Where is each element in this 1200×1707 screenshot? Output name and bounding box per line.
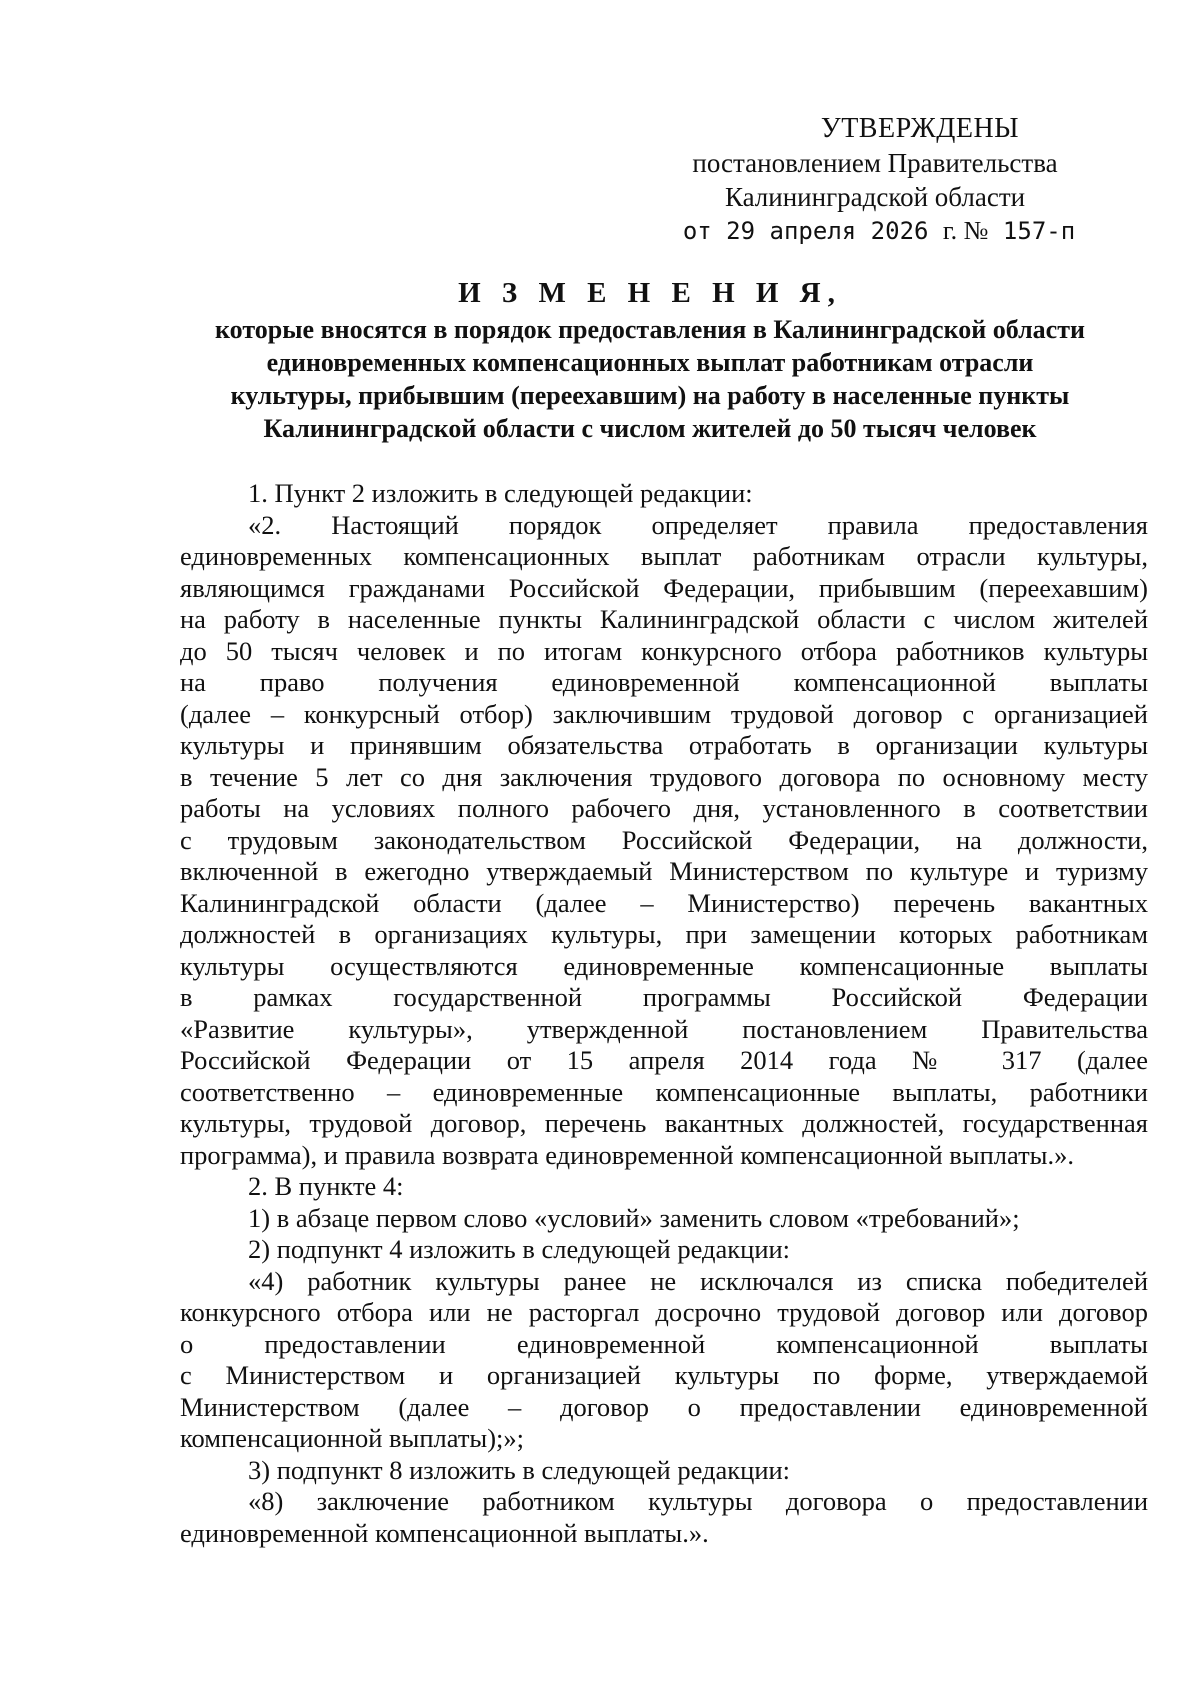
p2-line: в рамках государственной программы Российской Федерации — [180, 982, 1148, 1012]
item-1: 1. Пункт 2 изложить в следующей редакции: — [248, 478, 753, 508]
document-body — [180, 478, 1148, 1549]
subitem-3: 3) подпункт 8 изложить в следующей редакции: — [248, 1454, 791, 1485]
subitem-8-text — [180, 1486, 1148, 1549]
p2-line: Калининградской области (далее – Министерство) перечень вакантных — [180, 887, 1148, 918]
p6-line: конкурсного отбора или не расторгал досрочно трудовой договор или договор — [180, 1297, 1148, 1327]
p6-line: компенсационной выплаты);»; — [180, 1423, 525, 1453]
p2-line: включенной в ежегодно утверждаемый Министерством по культуре и туризму — [180, 856, 1148, 886]
p2-line: «Развитие культуры», утвержденной постановлением Правительства — [180, 1013, 1148, 1044]
title-line-3: культуры, прибывшим (переехавшим) на работу в населенные пункты — [230, 381, 1070, 410]
p2-line: в течение 5 лет со дня заключения трудового договора по основному месту — [180, 761, 1148, 792]
approval-date: от 29 апреля 2026 — [682, 217, 929, 245]
p2-line: являющимся гражданами Российской Федерации, прибывшим (переехавшим) — [180, 572, 1148, 603]
p8-line: «8) заключение работником культуры договора о предоставлении — [248, 1486, 1148, 1516]
p2-line: соответственно – единовременные компенсационные выплаты, работники — [180, 1076, 1148, 1107]
p2-line: с трудовым законодательством Российской Федерации, на должности, — [180, 824, 1148, 855]
approved-label: УТВЕРЖДЕНЫ — [820, 113, 1020, 144]
approval-line-2: Калининградской области — [724, 182, 1026, 212]
p2-line: единовременных компенсационных выплат работникам отрасли культуры, — [180, 541, 1148, 571]
approval-number: 157-п — [1002, 217, 1076, 245]
approval-date-line — [648, 214, 1110, 248]
approval-line-1: постановлением Правительства — [692, 148, 1058, 178]
p2-line: (далее – конкурсный отбор) заключившим трудовой договор с организацией — [180, 698, 1148, 729]
p2-line: культуры осуществляются единовременные компенсационные выплаты — [180, 950, 1148, 981]
p6-line: о предоставлении единовременной компенсационной выплаты — [180, 1328, 1148, 1359]
document-title-block — [170, 275, 1130, 445]
paragraph-2-text — [180, 510, 1148, 1172]
p2-line: «2. Настоящий порядок определяет правила предоставления — [248, 509, 1148, 540]
p2-line: на право получения единовременной компенсационной выплаты — [180, 667, 1148, 697]
title-line-1: которые вносятся в порядок предоставления в Калининградской области — [215, 315, 1085, 344]
p6-line: Министерством (далее – договор о предоставлении единовременной — [180, 1391, 1148, 1422]
p2-line: культуры и принявшим обязательства отработать в организации культуры — [180, 730, 1148, 760]
title-line-4: Калининградской области с числом жителей до 50 тысяч человек — [263, 414, 1037, 443]
title-line-2: единовременных компенсационных выплат работникам отрасли — [266, 348, 1034, 377]
approval-stamp-block — [640, 112, 1110, 248]
p2-line: работы на условиях полного рабочего дня, установленного в соответствии — [180, 793, 1148, 823]
p2-line: программа), и правила возврата единовременной компенсационной выплаты.». — [180, 1139, 1074, 1170]
item-2: 2. В пункте 4: — [248, 1171, 404, 1201]
approval-number-label: г. № — [942, 216, 989, 245]
p2-line: Российской Федерации от 15 апреля 2014 года № 317 (далее — [180, 1045, 1148, 1075]
subitem-1: 1) в абзаце первом слово «условий» заменить словом «требований»; — [248, 1202, 1020, 1233]
p2-line: должностей в организациях культуры, при замещении которых работникам — [180, 919, 1148, 949]
p8-line: единовременной компенсационной выплаты.». — [180, 1517, 709, 1548]
p2-line: культуры, трудовой договор, перечень вакантных должностей, государственная — [180, 1108, 1148, 1138]
subitem-4-text — [180, 1266, 1148, 1455]
p2-line: до 50 тысяч человек и по итогам конкурсного отбора работников культуры — [180, 635, 1148, 666]
p6-line: «4) работник культуры ранее не исключался из списка победителей — [248, 1265, 1148, 1296]
p6-line: с Министерством и организацией культуры по форме, утверждаемой — [180, 1360, 1148, 1390]
document-heading: И З М Е Н Е Н И Я, — [458, 277, 842, 309]
subitem-2: 2) подпункт 4 изложить в следующей редакции: — [248, 1234, 791, 1264]
p2-line: на работу в населенные пункты Калининградской области с числом жителей — [180, 604, 1148, 634]
